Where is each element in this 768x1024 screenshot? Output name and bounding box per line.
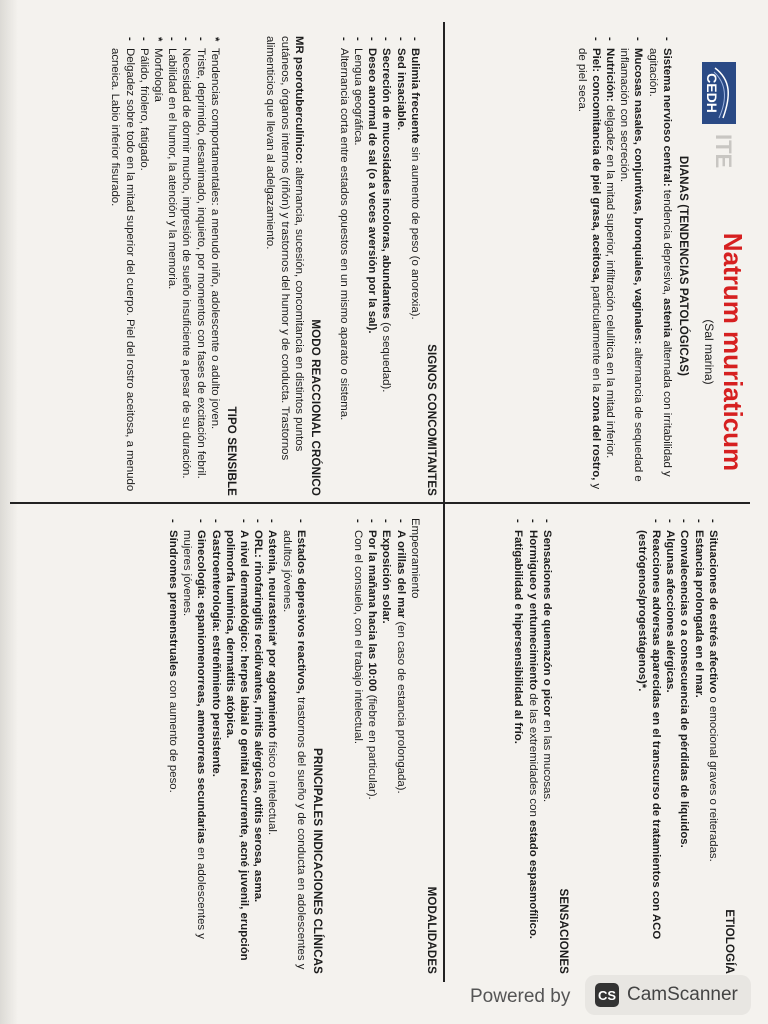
list-item [180,518,208,974]
text-run: Síndromes premenstruales [166,530,179,677]
list-item [393,36,407,496]
section-modalidades [351,518,438,974]
text-run: Morfología [151,48,164,102]
page-subtitle: (Sal marina) [702,319,716,385]
text-run: Estados depresivos reactivos, [294,530,307,694]
section-heading: ETIOLOGÍA [723,909,736,974]
text-run: Fatigabilidad e hipersensibilidad al frío. [512,530,525,744]
text-run: con aumento de peso. [166,676,179,793]
list-item [511,518,525,974]
text-run: Situaciones de estrés afectivo [706,530,719,694]
text-run: Secreción de mucosidades incoloras, abundantes [380,48,393,319]
section-heading: TIPO SENSIBLE [225,406,238,496]
list-item [540,518,554,974]
list-item [251,518,265,974]
etiologia-list [635,518,720,974]
list-item [706,518,720,974]
text-run: Sistema nervioso central: [660,48,673,187]
powered-by-label: Powered by [470,986,571,1007]
text-run: (en caso de estancia prolongada). [394,618,407,794]
text-run: (fiebre en particular). [366,691,379,800]
text-run: Pálido, friolero, fatigado. [137,48,150,171]
text-run: Por la mañana hacia las 10:00 [366,530,379,692]
sensaciones-list [511,518,554,974]
text-run: alternancia de sequedad e inflamación con secreción. [618,48,645,482]
text-run: A orillas del mar [394,530,407,619]
list-item [137,36,151,496]
section-heading: PRINCIPALES INDICACIONES CLÍNICAS [311,748,324,974]
camscanner-brand: CamScanner [627,984,738,1005]
camscanner-badge[interactable] [585,975,751,1015]
modalidades-list [351,518,408,974]
list-item [617,36,645,496]
text-run: Estancia prolongada en el mar. [692,530,705,698]
list-item [279,518,307,974]
text-run: Exposición solar. [380,530,393,624]
list-item [393,518,407,974]
text-run: Reacciones adversas aparecidas en el transcurso de tratamientos con ACO (estrógenos/progestágenos)*. [635,530,662,940]
list-item [677,518,691,974]
section-heading: SIGNOS CONCOMITANTES [425,344,438,496]
text-run: Necesidad de dormir mucho, impresión de sueño insuficiente a pesar de su duración. [180,48,193,479]
text-run: trastornos del sueño y de conducta en adolescentes y adultos jóvenes. [280,530,307,970]
text-run: particularmente en la [589,282,602,396]
text-run: Mucosas nasales, conjuntivas, bronquiales, vaginales: [632,48,645,345]
list-item [635,518,663,974]
list-item [574,36,602,496]
logo-swoosh-icon [713,66,733,120]
text-run: Ginecología: espaniomenorreas, amenorreas secundarias [195,530,208,844]
section-etiologia [635,518,736,974]
text-run: Lengua geográfica. [351,48,364,146]
list-item [365,518,379,974]
rotated-document [10,22,750,982]
dianas-list [574,36,673,496]
text-run: delgadez en la mitad superior, infiltración celulítica en la mitad inferior. [603,101,616,459]
section-indicaciones [166,518,324,974]
text-run: Deseo anormal de sal (o a veces aversión por la sal). [366,48,379,334]
camscanner-icon: CS [595,983,619,1007]
list-item [337,36,351,496]
section-heading: MODO REACCIONAL CRÓNICO [309,319,322,496]
text-run: Tendencias comportamentales: a menudo niño, adolescente o adulto joven. [208,48,221,430]
row-divider-right [444,502,446,982]
text-run: Piel: concomitancia de piel grasa, aceitosa, [589,48,602,283]
list-item [223,518,251,974]
page-title: Natrum muriaticum [718,232,748,472]
list-item [165,36,179,496]
text-run: Labilidad en el humor, la atención y la memoria. [166,48,179,290]
text-run: (o sequedad). [380,318,393,393]
text-run: Alternancia corta entre estados opuestos en un mismo aparato o sistema. [337,48,350,421]
list-item [179,36,193,496]
text-run: o emocional graves o reiteradas. [706,693,719,862]
list-item [379,36,393,496]
modo-paragraph [263,36,306,496]
text-run: A nivel dermatológico: herpes labial o genital recurrente, acné juvenil, erupción polimorfa lumínica, dermatitis atópica. [223,530,250,961]
section-heading: SENSACIONES [557,888,570,974]
signos-list [337,36,422,496]
text-run: Bulimia frecuente [408,48,421,144]
text-run: Algunas afecciones alérgicas. [664,530,677,693]
list-item [603,36,617,496]
text-run: ORL: rinofaringitis recidivantes, rinitis alérgicas, otitis serosa, asma. [252,530,265,903]
section-modo [263,36,322,496]
text-run: Gastroenterología: estreñimiento persistente. [209,530,222,777]
text-run: Convalecencias o a consecuencia de pérdidas de líquidos. [678,530,691,848]
column-divider [10,502,750,504]
modalidades-intro: Empeoramiento [408,518,421,599]
section-signos [337,36,438,496]
list-item [208,518,222,974]
text-run: Sensaciones de quemazón o picor [540,530,553,717]
text-run: alternancia, sucesión, concomitancia en distintos puntos cutáneos, órganos internos (riñón) y trastornos del humor y de conducta. Trastornos alimenticios que llevan al adelgazamiento. [264,36,305,461]
indicaciones-list [166,518,308,974]
tipo-list [108,36,222,496]
section-dianas [574,36,690,496]
text-run: Hormigueo y entumecimiento [526,530,539,691]
text-run: y de piel seca. [575,48,602,490]
list-item [365,36,379,496]
section-tipo [108,36,238,496]
list-item [379,518,393,974]
list-item [193,36,207,496]
text-run: de las extremidades con [526,690,539,820]
text-run: sin aumento de peso (o anorexia). [408,143,421,320]
section-heading: MODALIDADES [425,886,438,974]
list-item [408,36,422,496]
text-run: en adolescentes y mujeres jóvenes. [181,530,208,939]
text-run: Nutrición: [603,48,616,102]
logo-text: CEDH [704,73,720,113]
list-item [645,36,673,496]
section-heading: DIANAS (TENDENCIAS PATOLÓGICAS) [677,155,690,377]
row-divider-left [444,22,446,502]
list-item [351,518,365,974]
list-item [166,518,180,974]
text-run: Sed insaciable. [394,48,407,131]
list-item [151,36,165,496]
list-item [265,518,279,974]
text-run: Triste, deprimido, desanimado, inquieto, por momentos con fases de excitación febril. [194,48,207,479]
list-item [663,518,677,974]
text-run: Delgadez sobre todo en la mitad superior del cuerpo. Piel del rostro aceitosa, a menudo acneica. Labio inferior fisurado. [109,48,136,492]
text-run: Con el consuelo, con el trabajo intelectual. [351,530,364,745]
text-run: tendencia depresiva, [660,186,673,299]
text-run: físico o intelectual. [266,738,279,836]
text-run: zona del rostro, [589,395,602,481]
list-item [525,518,539,974]
text-run: astenia [660,298,673,338]
section-sensaciones [511,518,570,974]
ghost-text: ITE [711,134,736,169]
list-item [208,36,222,496]
list-item [108,36,136,496]
text-run: en las mucosas. [540,716,553,803]
list-item [691,518,705,974]
list-item [351,36,365,496]
text-run: estado espasmofílico. [526,819,539,939]
text-run: Astenia, neurastenia* por agotamiento [266,530,279,739]
cedh-logo [702,62,736,124]
text-run: MR psorotuberculínico: [292,36,305,164]
text-run: alternada con irritabilidad y agitación. [646,48,673,477]
